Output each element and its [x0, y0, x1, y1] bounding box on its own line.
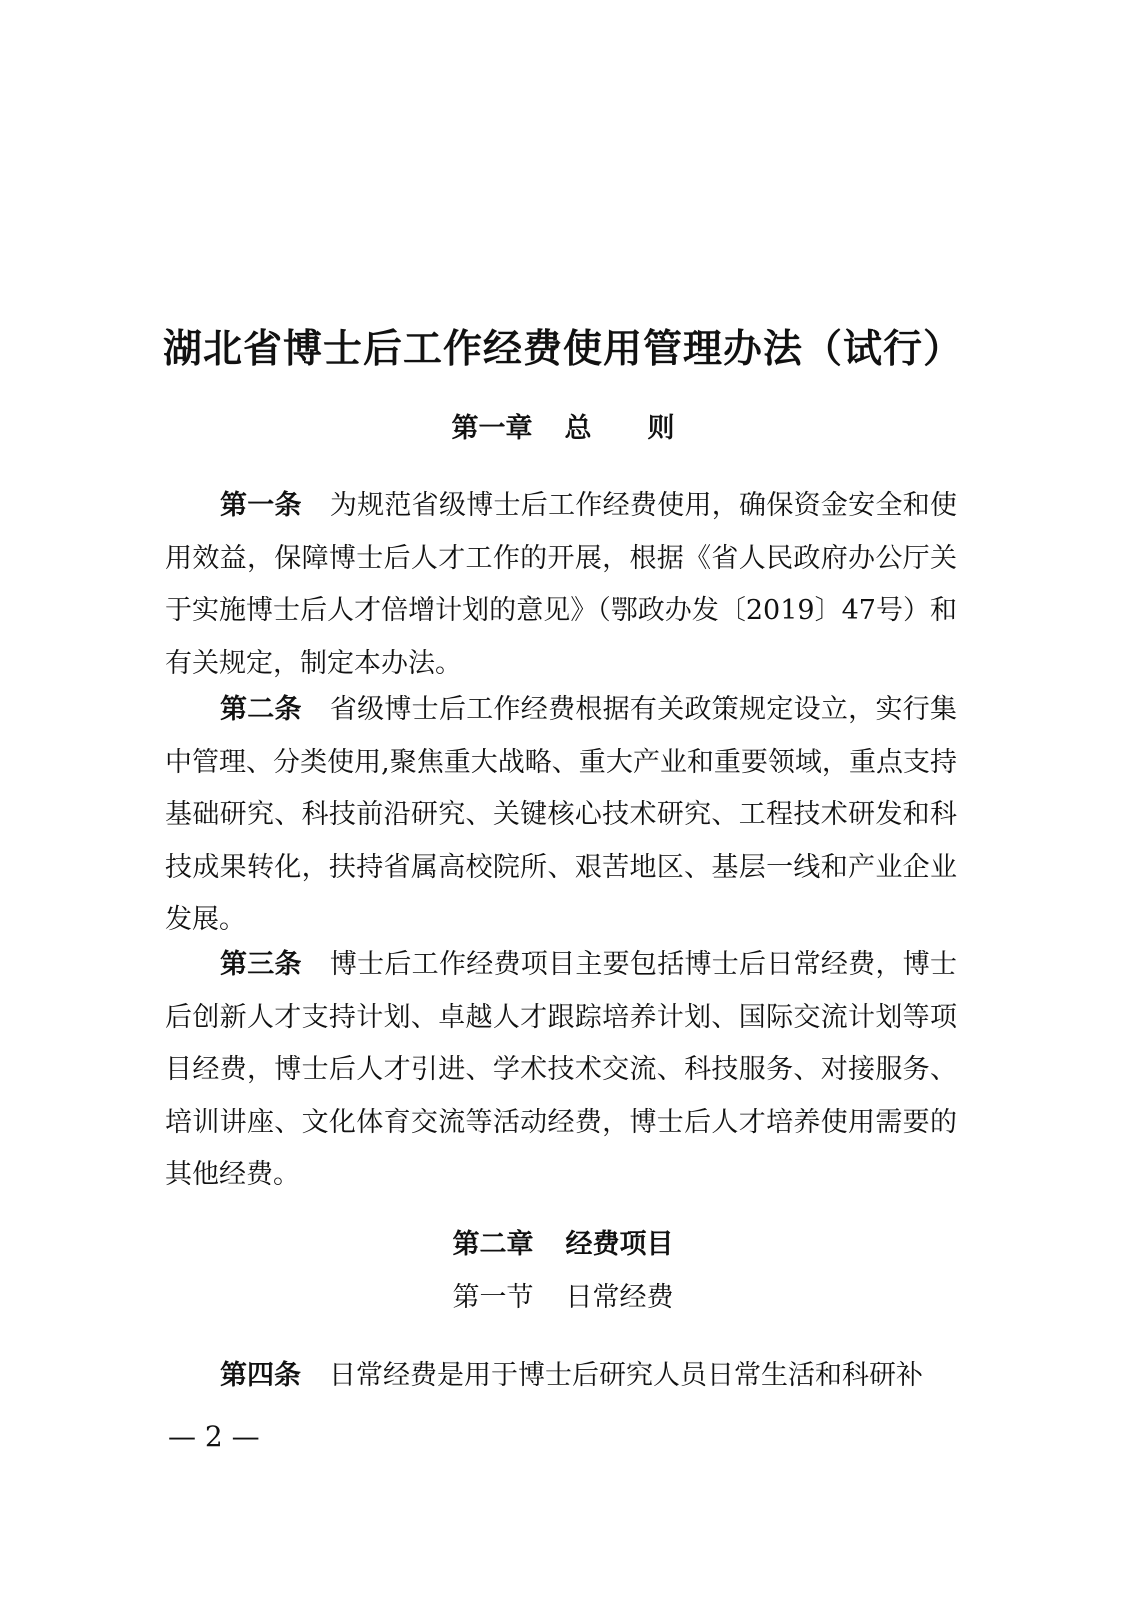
article-1-label: 第一条: [220, 490, 302, 521]
article-1-text: 为规范省级博士后工作经费使用，确保资金安全和使用效益，保障博士后人才工作的开展，根据《省人民政府办公厅关于实施博士后人才倍增计划的意见》（鄂政办发〔2019〕47号）和有关规定，制定本办法。: [165, 490, 958, 679]
article-2-label: 第二条: [220, 694, 302, 725]
article-1: [165, 480, 957, 690]
page-number: — 2 —: [168, 1420, 260, 1453]
chapter-two-heading: [0, 1222, 1126, 1261]
section-one-heading: [0, 1275, 1126, 1314]
chapter-two-label: 第二章: [452, 1229, 534, 1260]
article-4-label: 第四条: [220, 1360, 301, 1391]
document-title: 湖北省博士后工作经费使用管理办法（试行）: [162, 327, 963, 372]
chapter-one-label: 第一章: [451, 413, 533, 444]
article-3: [165, 939, 957, 1202]
section-one-name: 日常经费: [565, 1282, 674, 1313]
chapter-one-name-part1: 总: [564, 413, 592, 444]
chapter-one-heading: [0, 406, 1126, 445]
article-4-text: 日常经费是用于博士后研究人员日常生活和科研补: [329, 1360, 923, 1391]
article-3-text: 博士后工作经费项目主要包括博士后日常经费，博士后创新人才支持计划、卓越人才跟踪培养计划、国际交流计划等项目经费，博士后人才引进、学术技术交流、科技服务、对接服务、培训讲座、文化体育交流等活动经费，博士后人才培养使用需要的其他经费。: [165, 949, 958, 1190]
section-one-label: 第一节: [452, 1282, 534, 1313]
chapter-two-name: 经费项目: [565, 1229, 674, 1260]
article-2: [165, 684, 957, 947]
chapter-one-name-part2: 则: [647, 413, 675, 444]
article-3-label: 第三条: [220, 949, 302, 980]
article-2-text: 省级博士后工作经费根据有关政策规定设立，实行集中管理、分类使用,聚焦重大战略、重大产业和重要领域，重点支持基础研究、科技前沿研究、关键核心技术研究、工程技术研发和科技成果转化，扶持省属高校院所、艰苦地区、基层一线和产业企业发展。: [165, 694, 958, 935]
article-4: [165, 1350, 957, 1403]
